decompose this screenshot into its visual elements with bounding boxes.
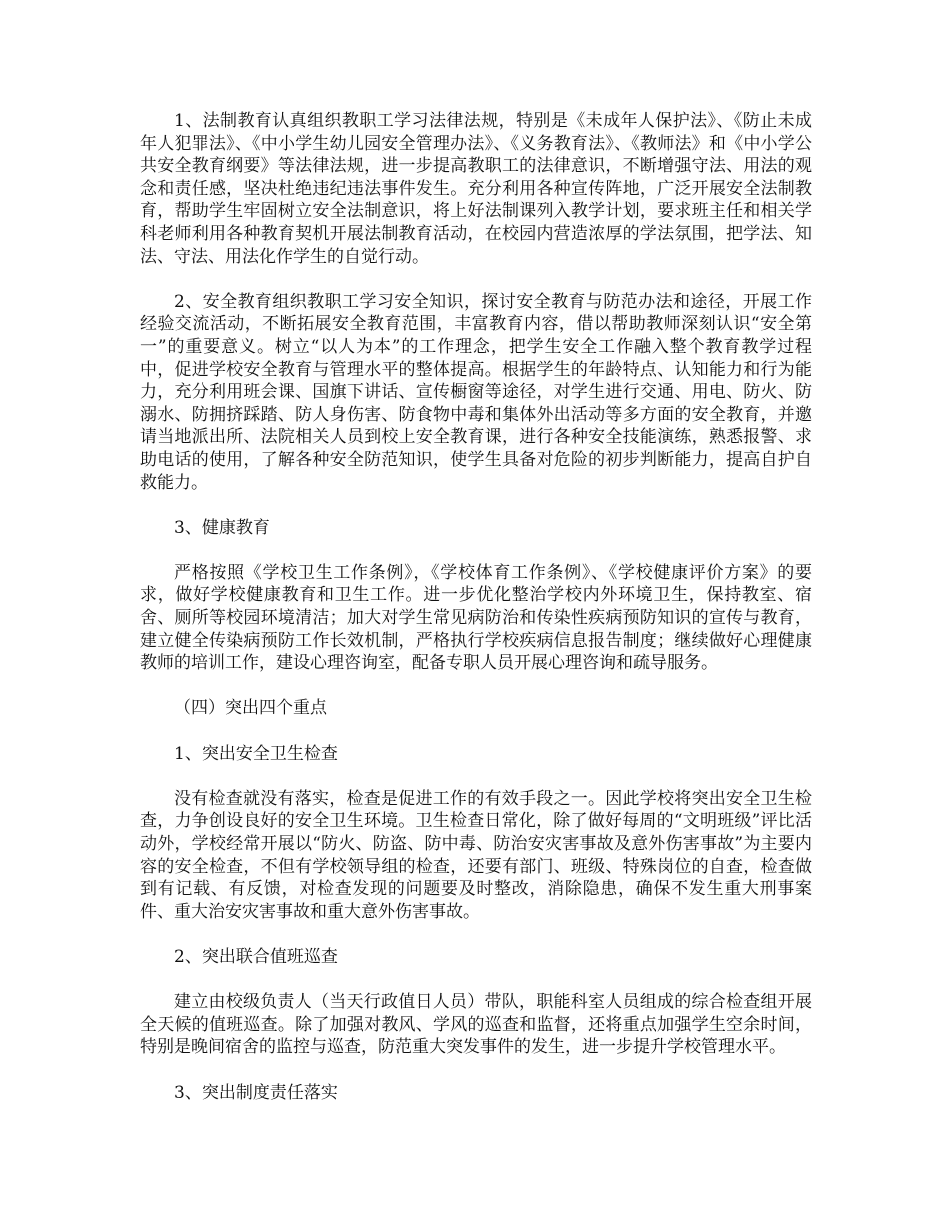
paragraph-health-education: 严格按照《学校卫生工作条例》，《学校体育工作条例》、《学校健康评价方案》的要求，做好学校健康教育和卫生工作。进一步优化整治学校内外环境卫生，保持教室、宿舍、厕所等校园环境清洁；加大对学生常见病防治和传染性疾病预防知识的宣传与教育，建立健全传染病预防工作长效机制，严格执行学校疾病信息报告制度；继续做好心理健康教师的培训工作，建设心理咨询室，配备专职人员开展心理咨询和疏导服务。	[140, 562, 812, 674]
document-page	[140, 110, 812, 1127]
heading-safety-inspection: 1、突出安全卫生检查	[174, 743, 338, 764]
paragraph-legal-education: 1、法制教育认真组织教职工学习法律法规，特别是《未成年人保护法》、《防止未成年人犯罪法》、《中小学生幼儿园安全管理办法》、《义务教育法》、《教师法》和《中小学公共安全教育纲要》等法律法规，进一步提高教职工的法律意识，不断增强守法、用法的观念和责任感，坚决杜绝违纪违法事件发生。充分利用各种宣传阵地，广泛开展安全法制教育，帮助学生牢固树立安全法制意识，将上好法制课列入教学计划，要求班主任和相关学科老师利用各种教育契机开展法制教育活动，在校园内营造浓厚的学法氛围，把学法、知法、守法、用法化作学生的自觉行动。	[140, 111, 812, 267]
paragraph-safety-inspection: 没有检查就没有落实，检查是促进工作的有效手段之一。因此学校将突出安全卫生检查，力争创设良好的安全卫生环境。卫生检查日常化，除了做好每周的“文明班级”评比活动外，学校经常开展以“防火、防盗、防中毒、防治安灾害事故及意外伤害事故”为主要内容的安全检查，不但有学校领导组的检查，还要有部门、班级、特殊岗位的自查，检查做到有记载、有反馈，对检查发现的问题要及时整改，消除隐患，确保不发生重大刑事案件、重大治安灾害事故和重大意外伤害事故。	[140, 788, 812, 922]
heading-responsibility: 3、突出制度责任落实	[174, 1082, 338, 1103]
paragraph-safety-education: 2、安全教育组织教职工学习安全知识，探讨安全教育与防范办法和途径，开展工作经验交流活动，不断拓展安全教育范围，丰富教育内容，借以帮助教师深刻认识“安全第一”的重要意义。树立“以人为本”的工作理念，把学生安全工作融入整个教育教学过程中，促进学校安全教育与管理水平的整体提高。根据学生的年龄特点、认知能力和行为能力，充分利用班会课、国旗下讲话、宣传橱窗等途径，对学生进行交通、用电、防火、防溺水、防拥挤踩踏、防人身伤害、防食物中毒和集体外出活动等多方面的安全教育，并邀请当地派出所、法院相关人员到校上安全教育课，进行各种安全技能演练，熟悉报警、求助电话的使用，了解各种安全防范知识，使学生具备对危险的初步判断能力，提高自护自救能力。	[140, 291, 812, 493]
heading-joint-patrol: 2、突出联合值班巡查	[174, 946, 338, 967]
paragraph-joint-patrol: 建立由校级负责人（当天行政值日人员）带队，职能科室人员组成的综合检查组开展全天候的值班巡查。除了加强对教风、学风的巡查和监督，还将重点加强学生空余时间，特别是晚间宿舍的监控与巡查，防范重大突发事件的发生，进一步提升学校管理水平。	[140, 992, 812, 1058]
heading-health-education: 3、健康教育	[174, 517, 270, 538]
heading-four-priorities: （四）突出四个重点	[174, 698, 327, 719]
